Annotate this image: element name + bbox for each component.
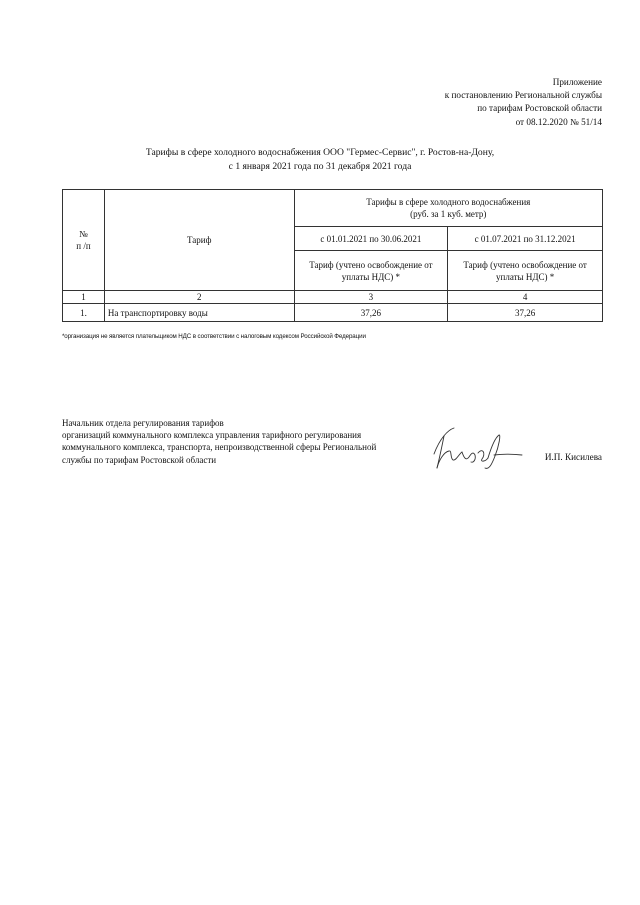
header-group: Тарифы в сфере холодного водоснабжения (руб. за 1 куб. метр)	[294, 190, 602, 227]
table-row	[63, 304, 603, 322]
signer-name: И.П. Кисилева	[544, 452, 602, 462]
signer-block	[62, 417, 376, 466]
appendix-line: по тарифам Ростовской области	[477, 103, 602, 114]
header-period-2: с 01.07.2021 по 31.12.2021	[448, 227, 603, 251]
header-period-1: с 01.01.2021 по 30.06.2021	[294, 227, 448, 251]
column-number: 3	[294, 291, 448, 304]
column-number: 2	[104, 291, 294, 304]
footnote: *организация не является плательщиком НДС в соответствии с налоговым кодексом Российской Федерации	[62, 333, 366, 340]
header-number: № п /п	[63, 190, 105, 291]
title-line-1: Тарифы в сфере холодного водоснабжения ООО "Гермес-Сервис", г. Ростов-на-Дону,	[145, 147, 495, 158]
row-value-2: 37,26	[448, 304, 603, 322]
signature-icon	[428, 424, 526, 472]
row-number: 1.	[63, 304, 105, 322]
header-sub-2: Тариф (учтено освобождение от уплаты НДС) *	[448, 251, 603, 291]
tariff-table	[62, 189, 603, 322]
appendix-line: к постановлению Региональной службы	[444, 90, 602, 101]
column-number: 4	[448, 291, 603, 304]
row-name: На транспортировку воды	[104, 304, 294, 322]
appendix-block	[445, 76, 602, 129]
signer-line: службы по тарифам Ростовской области	[62, 454, 217, 465]
column-number: 1	[63, 291, 105, 304]
signer-line: Начальник отдела регулирования тарифов	[62, 418, 224, 428]
header-tariff: Тариф	[104, 190, 294, 291]
signer-line: коммунального комплекса, транспорта, непроизводственной сферы Региональной	[62, 442, 377, 453]
appendix-line: Приложение	[552, 77, 602, 87]
row-value-1: 37,26	[294, 304, 448, 322]
header-sub-1: Тариф (учтено освобождение от уплаты НДС) *	[294, 251, 448, 291]
signer-line: организаций коммунального комплекса управления тарифного регулирования	[62, 430, 362, 441]
column-number-row	[63, 291, 603, 304]
title-line-2: с 1 января 2021 года по 31 декабря 2021 года	[228, 160, 412, 172]
appendix-line: от 08.12.2020 № 51/14	[515, 116, 602, 127]
document-title	[0, 146, 640, 173]
